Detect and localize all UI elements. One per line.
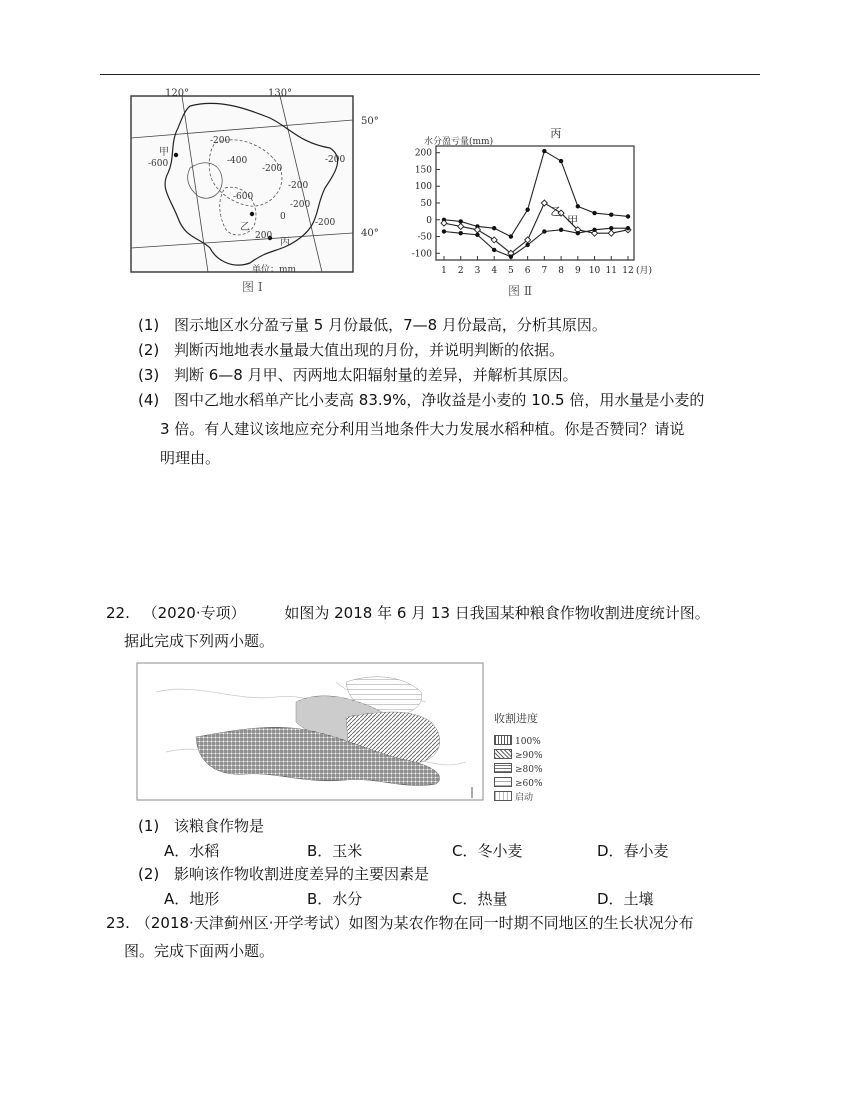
item-text: 影响该作物收割进度差异的主要因素是 <box>174 865 430 883</box>
map-svg <box>130 88 360 290</box>
option-a[interactable]: A．水稻 <box>164 842 220 860</box>
series-point <box>441 220 447 226</box>
series-point <box>559 228 563 232</box>
q22-subquestion <box>138 815 264 837</box>
series-point <box>509 254 513 258</box>
series-point <box>559 159 563 163</box>
series-line <box>444 203 628 253</box>
series-point <box>509 234 513 238</box>
series-point <box>576 231 580 235</box>
series-point <box>608 230 614 236</box>
y-tick-label: 100 <box>414 182 432 193</box>
x-tick-label: 2 <box>457 266 464 276</box>
series-label: 丙 <box>550 127 562 141</box>
series-point <box>609 213 613 217</box>
contour-label: -200 <box>290 200 311 210</box>
lat-label-50: 50° <box>361 116 379 127</box>
y-tick-label: -50 <box>417 232 432 243</box>
harvest-progress-map <box>136 662 543 803</box>
x-tick-label: 6 <box>524 266 531 276</box>
item-text: 判断丙地地表水量最大值出现的月份，并说明判断的依据。 <box>174 341 565 359</box>
harvest-legend <box>494 710 584 803</box>
series-point <box>626 226 630 230</box>
contour-label: -200 <box>288 181 309 191</box>
q21-item <box>138 314 607 336</box>
q22-options <box>164 888 654 910</box>
item-text: 该粮食作物是 <box>174 817 265 835</box>
question-text: （2018·天津蓟州区·开学考试）如图为某农作物在同一时期不同地区的生长状况分布 <box>135 914 694 932</box>
item-number: (3) <box>138 366 160 384</box>
option-c[interactable]: C．冬小麦 <box>452 842 523 860</box>
y-tick-label: 0 <box>426 215 432 226</box>
option-a[interactable]: A．地形 <box>164 890 220 908</box>
legend-title: 收割进度 <box>494 712 538 725</box>
legend-item <box>494 743 584 761</box>
x-tick-label: 3 <box>474 266 481 276</box>
site-label-yi: 乙 <box>240 222 250 233</box>
option-b[interactable]: B．玉米 <box>307 842 363 860</box>
x-tick-label: 8 <box>558 266 564 276</box>
series-point <box>474 227 480 233</box>
item-text: 图示地区水分盈亏量 5 月份最低，7—8 月份最高，分析其原因。 <box>174 316 607 334</box>
lon-label-130: 130° <box>268 88 293 99</box>
series-point <box>492 226 496 230</box>
map-unit: 单位：mm <box>252 265 297 275</box>
series-point <box>492 248 496 252</box>
contour-label: -600 <box>233 192 254 202</box>
site-label-jia: 甲 <box>159 147 169 158</box>
question-number: 23. <box>106 914 130 932</box>
legend-item <box>494 729 584 747</box>
legend-label: ≥80% <box>515 765 543 775</box>
contour-label: -200 <box>262 164 283 174</box>
series-label: 甲 <box>567 213 579 227</box>
chart-svg <box>400 118 670 296</box>
legend-swatch <box>494 791 512 801</box>
series-point <box>459 231 463 235</box>
chart-ylabel: 水分盈亏量(mm) <box>424 137 494 147</box>
q23-stem-continuation: 图。完成下面两小题。 <box>124 942 275 960</box>
legend-label: 启动 <box>515 793 534 803</box>
contour-label: -200 <box>325 155 346 165</box>
contour-label: 200 <box>255 231 273 241</box>
y-tick-label: 200 <box>414 148 432 159</box>
item-number: (2) <box>138 865 160 883</box>
q21-item <box>138 339 564 361</box>
q21-item-continuation: 3 倍。有人建议该地应充分利用当地条件大力发展水稻种植。你是否赞同？请说 <box>160 420 685 438</box>
q21-item-continuation: 明理由。 <box>160 449 221 467</box>
item-number: (2) <box>138 341 160 359</box>
harvest-map-svg <box>136 662 526 802</box>
series-point <box>442 229 446 233</box>
series-point <box>592 228 596 232</box>
item-number: (1) <box>138 817 160 835</box>
series-point <box>542 229 546 233</box>
site-label-bing: 丙 <box>280 237 290 248</box>
lon-label-120: 120° <box>165 88 190 99</box>
q22-subquestion <box>138 863 429 885</box>
item-number: (4) <box>138 391 160 409</box>
contour-label: -600 <box>148 159 169 169</box>
question-source: （2020·专项） <box>142 604 246 622</box>
series-line <box>444 151 628 237</box>
series-line <box>444 228 628 257</box>
question-text: 如图为 2018 年 6 月 13 日我国某种粮食作物收割进度统计图。 <box>284 604 710 622</box>
q22-stem <box>106 602 710 624</box>
series-point <box>576 204 580 208</box>
contour-label: -200 <box>315 218 336 228</box>
y-tick-label: 50 <box>420 199 432 209</box>
series-label: 乙 <box>550 205 562 218</box>
lat-label-40: 40° <box>361 228 379 239</box>
q21-item <box>138 389 704 411</box>
legend-label: ≥60% <box>515 779 543 789</box>
q23-stem <box>106 912 694 934</box>
series-point <box>592 211 596 215</box>
x-tick-label: 1 <box>441 266 447 276</box>
item-number: (1) <box>138 316 160 334</box>
option-d[interactable]: D．土壤 <box>597 890 654 908</box>
series-point <box>609 226 613 230</box>
figure-1-caption: 图 Ⅰ <box>242 280 263 294</box>
contour-label: -400 <box>227 156 248 166</box>
option-c[interactable]: C．热量 <box>452 890 508 908</box>
question-number: 22. <box>106 604 130 622</box>
x-axis-label: (月) <box>636 266 653 276</box>
series-point <box>525 208 529 212</box>
q22-options <box>164 840 669 862</box>
header-rule <box>100 74 760 75</box>
figure-2-caption: 图 Ⅱ <box>508 284 532 298</box>
x-tick-label: 12 <box>622 266 634 276</box>
option-d[interactable]: D．春小麦 <box>597 842 669 860</box>
series-point <box>475 233 479 237</box>
series-point <box>626 214 630 218</box>
x-tick-label: 11 <box>605 266 617 276</box>
series-point <box>458 223 464 229</box>
item-text: 图中乙地水稻单产比小麦高 83.9%，净收益是小麦的 10.5 倍，用水量是小麦的 <box>174 391 705 409</box>
x-tick-label: 9 <box>574 266 581 276</box>
x-tick-label: 5 <box>508 266 514 276</box>
contour-label: 0 <box>280 212 286 222</box>
q21-item <box>138 364 578 386</box>
option-b[interactable]: B．水分 <box>307 890 363 908</box>
figure-1-map <box>130 88 379 294</box>
legend-label: ≥90% <box>515 751 543 761</box>
series-point <box>525 243 529 247</box>
q22-stem-continuation: 据此完成下列两小题。 <box>124 632 275 650</box>
x-tick-label: 7 <box>541 266 548 276</box>
figure-2-chart <box>400 118 670 296</box>
series-point <box>542 149 546 153</box>
legend-label: 100% <box>515 737 541 747</box>
item-text: 判断 6—8 月甲、丙两地太阳辐射量的差异，并解析其原因。 <box>174 366 578 384</box>
y-tick-label: 150 <box>414 165 432 176</box>
legend-item <box>494 771 584 789</box>
y-tick-label: -100 <box>411 249 432 260</box>
series-point <box>541 200 547 206</box>
contour-label: -200 <box>210 136 231 146</box>
x-tick-label: 10 <box>588 266 601 276</box>
legend-item <box>494 757 584 775</box>
plot-frame <box>436 146 634 260</box>
x-tick-label: 4 <box>491 266 498 276</box>
